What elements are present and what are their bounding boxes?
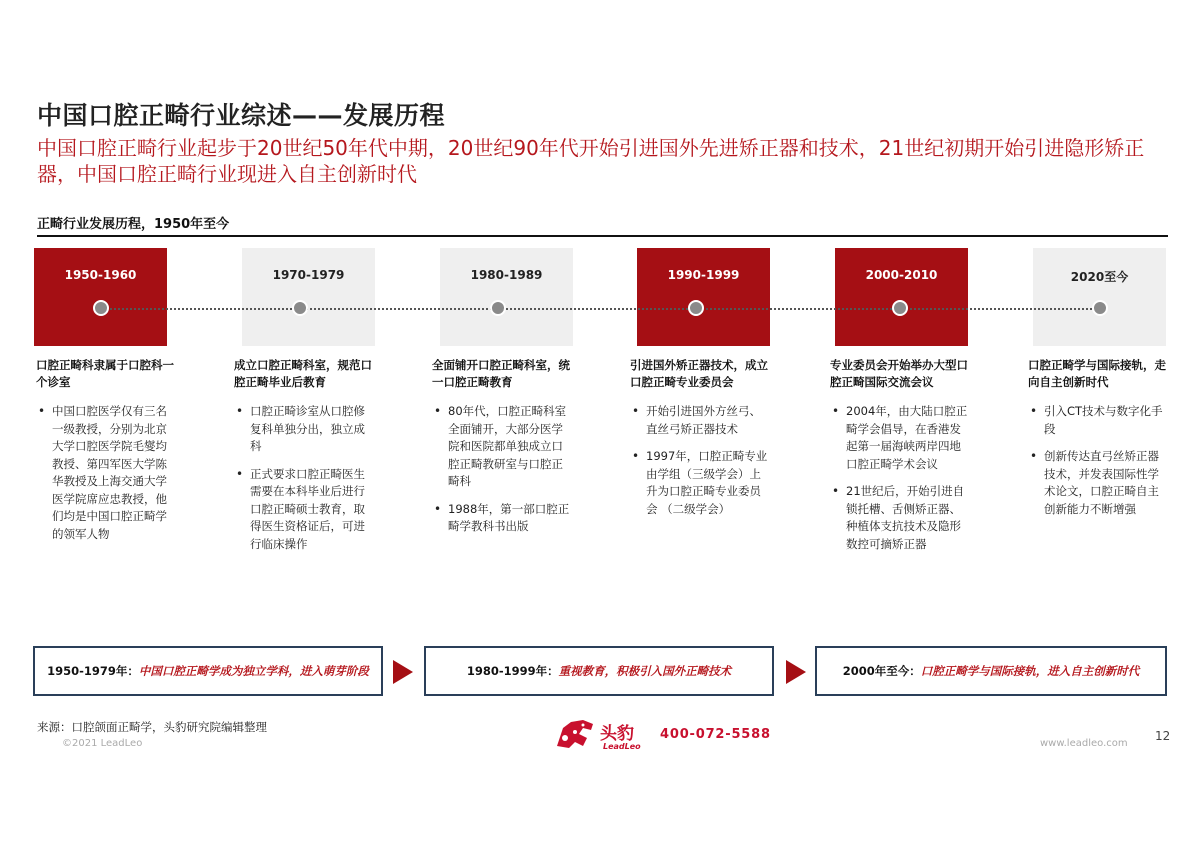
column-bullets xyxy=(234,403,372,553)
phase-description: 口腔正畸学与国际接轨，进入自主创新时代 xyxy=(920,664,1140,678)
column-bullets xyxy=(630,403,768,518)
column-bullets xyxy=(1028,403,1166,518)
phase-box-3 xyxy=(815,646,1167,696)
list-item: • 口腔正畸诊室从口腔修复科单独分出，独立成科 xyxy=(234,403,372,456)
column-heading: 口腔正畸学与国际接轨，走向自主创新时代 xyxy=(1028,358,1166,389)
section-label: 正畸行业发展历程，1950年至今 xyxy=(37,217,230,232)
column-heading: 口腔正畸科隶属于口腔科一个诊室 xyxy=(36,358,174,389)
timeline-dotted-line xyxy=(102,308,1100,310)
arrow-right-icon xyxy=(786,660,806,684)
period-label: 1950-1960 xyxy=(64,268,137,282)
period-box-1970 xyxy=(242,248,375,346)
section-divider xyxy=(37,235,1168,237)
period-label: 2020至今 xyxy=(1070,270,1129,284)
period-box-1950 xyxy=(34,248,167,346)
timeline-node xyxy=(292,300,308,316)
timeline-node xyxy=(490,300,506,316)
list-item: • 2004年，由大陆口腔正畸学会倡导，在香港发起第一届海峡两岸四地口腔正畸学术会议 xyxy=(830,403,968,473)
timeline-node xyxy=(892,300,908,316)
phase-years: 1980-1999年： xyxy=(466,664,559,678)
column-bullets xyxy=(36,403,174,543)
phone-number: 400-072-5588 xyxy=(660,727,771,742)
list-item: • 中国口腔医学仅有三名一级教授，分别为北京大学口腔医学院毛燮均教授、第四军医大学陈华教授及上海交通大学医学院席应忠教授，他们均是中国口腔正畸学的领军人物 xyxy=(36,403,174,543)
list-item: • 创新传达直弓丝矫正器技术，并发表国际性学术论文，口腔正畸自主创新能力不断增强 xyxy=(1028,448,1166,518)
column-heading: 全面铺开口腔正畸科室，统一口腔正畸教育 xyxy=(432,358,570,389)
phase-years: 2000年至今： xyxy=(842,664,921,678)
phase-box-2 xyxy=(424,646,774,696)
brand-name-cn: 头豹 xyxy=(600,724,634,744)
timeline-column-1950 xyxy=(36,357,174,553)
column-heading: 专业委员会开始举办大型口腔正畸国际交流会议 xyxy=(830,358,968,389)
phase-years: 1950-1979年： xyxy=(47,664,139,678)
phase-description: 中国口腔正畸学成为独立学科，进入萌芽阶段 xyxy=(138,664,369,678)
list-item: • 80年代，口腔正畸科室全面铺开，大部分医学院和医院都单独成立口腔正畸教研室与口腔正畸科 xyxy=(432,403,570,491)
list-item: • 正式要求口腔正畸医生需要在本科毕业后进行口腔正畸硕士教育，取得医生资格证后，可进行临床操作 xyxy=(234,466,372,554)
leopard-logo-icon xyxy=(553,716,597,752)
timeline-node xyxy=(1092,300,1108,316)
column-heading: 成立口腔正畸科室，规范口腔正畸毕业后教育 xyxy=(234,358,372,389)
timeline-node xyxy=(93,300,109,316)
timeline-column-2000 xyxy=(830,357,968,563)
website-url: www.leadleo.com xyxy=(1040,738,1128,749)
list-item: • 开始引进国外方丝弓、直丝弓矫正器技术 xyxy=(630,403,768,438)
timeline-column-2020 xyxy=(1028,357,1166,528)
period-label: 1980-1989 xyxy=(470,268,543,282)
timeline-node xyxy=(688,300,704,316)
period-label: 1990-1999 xyxy=(667,268,740,282)
period-box-2000 xyxy=(835,248,968,346)
period-label: 2000-2010 xyxy=(865,268,938,282)
phase-description: 重视教育，积极引入国外正畸技术 xyxy=(558,664,732,678)
source-note: 来源：口腔颌面正畸学，头豹研究院编辑整理 xyxy=(37,720,267,734)
period-box-1980 xyxy=(440,248,573,346)
column-bullets xyxy=(432,403,570,536)
phase-box-1 xyxy=(33,646,383,696)
period-label: 1970-1979 xyxy=(272,268,345,282)
page-number: 12 xyxy=(1155,729,1171,743)
page-title: 中国口腔正畸行业综述——发展历程 xyxy=(37,101,446,130)
timeline-column-1970 xyxy=(234,357,372,563)
arrow-right-icon xyxy=(393,660,413,684)
brand-name-en: LeadLeo xyxy=(603,742,641,751)
column-heading: 引进国外矫正器技术，成立口腔正畸专业委员会 xyxy=(630,358,768,389)
timeline-column-1980 xyxy=(432,357,570,546)
list-item: • 1997年，口腔正畸专业由学组（三级学会）上升为口腔正畸专业委员会 （二级学会） xyxy=(630,448,768,518)
column-bullets xyxy=(830,403,968,553)
list-item: • 21世纪后，开始引进自锁托槽、舌侧矫正器、种植体支抗技术及隐形数控可摘矫正器 xyxy=(830,483,968,553)
period-box-1990 xyxy=(637,248,770,346)
page-subtitle: 中国口腔正畸行业起步于20世纪50年代中期，20世纪90年代开始引进国外先进矫正器和技术，21世纪初期开始引进隐形矫正器，中国口腔正畸行业现进入自主创新时代 xyxy=(37,136,1145,186)
timeline-column-1990 xyxy=(630,357,768,528)
list-item: • 引入CT技术与数字化手段 xyxy=(1028,403,1166,438)
period-box-2020 xyxy=(1033,248,1166,346)
copyright: ©2021 LeadLeo xyxy=(62,738,143,749)
list-item: • 1988年，第一部口腔正畸学教科书出版 xyxy=(432,501,570,536)
